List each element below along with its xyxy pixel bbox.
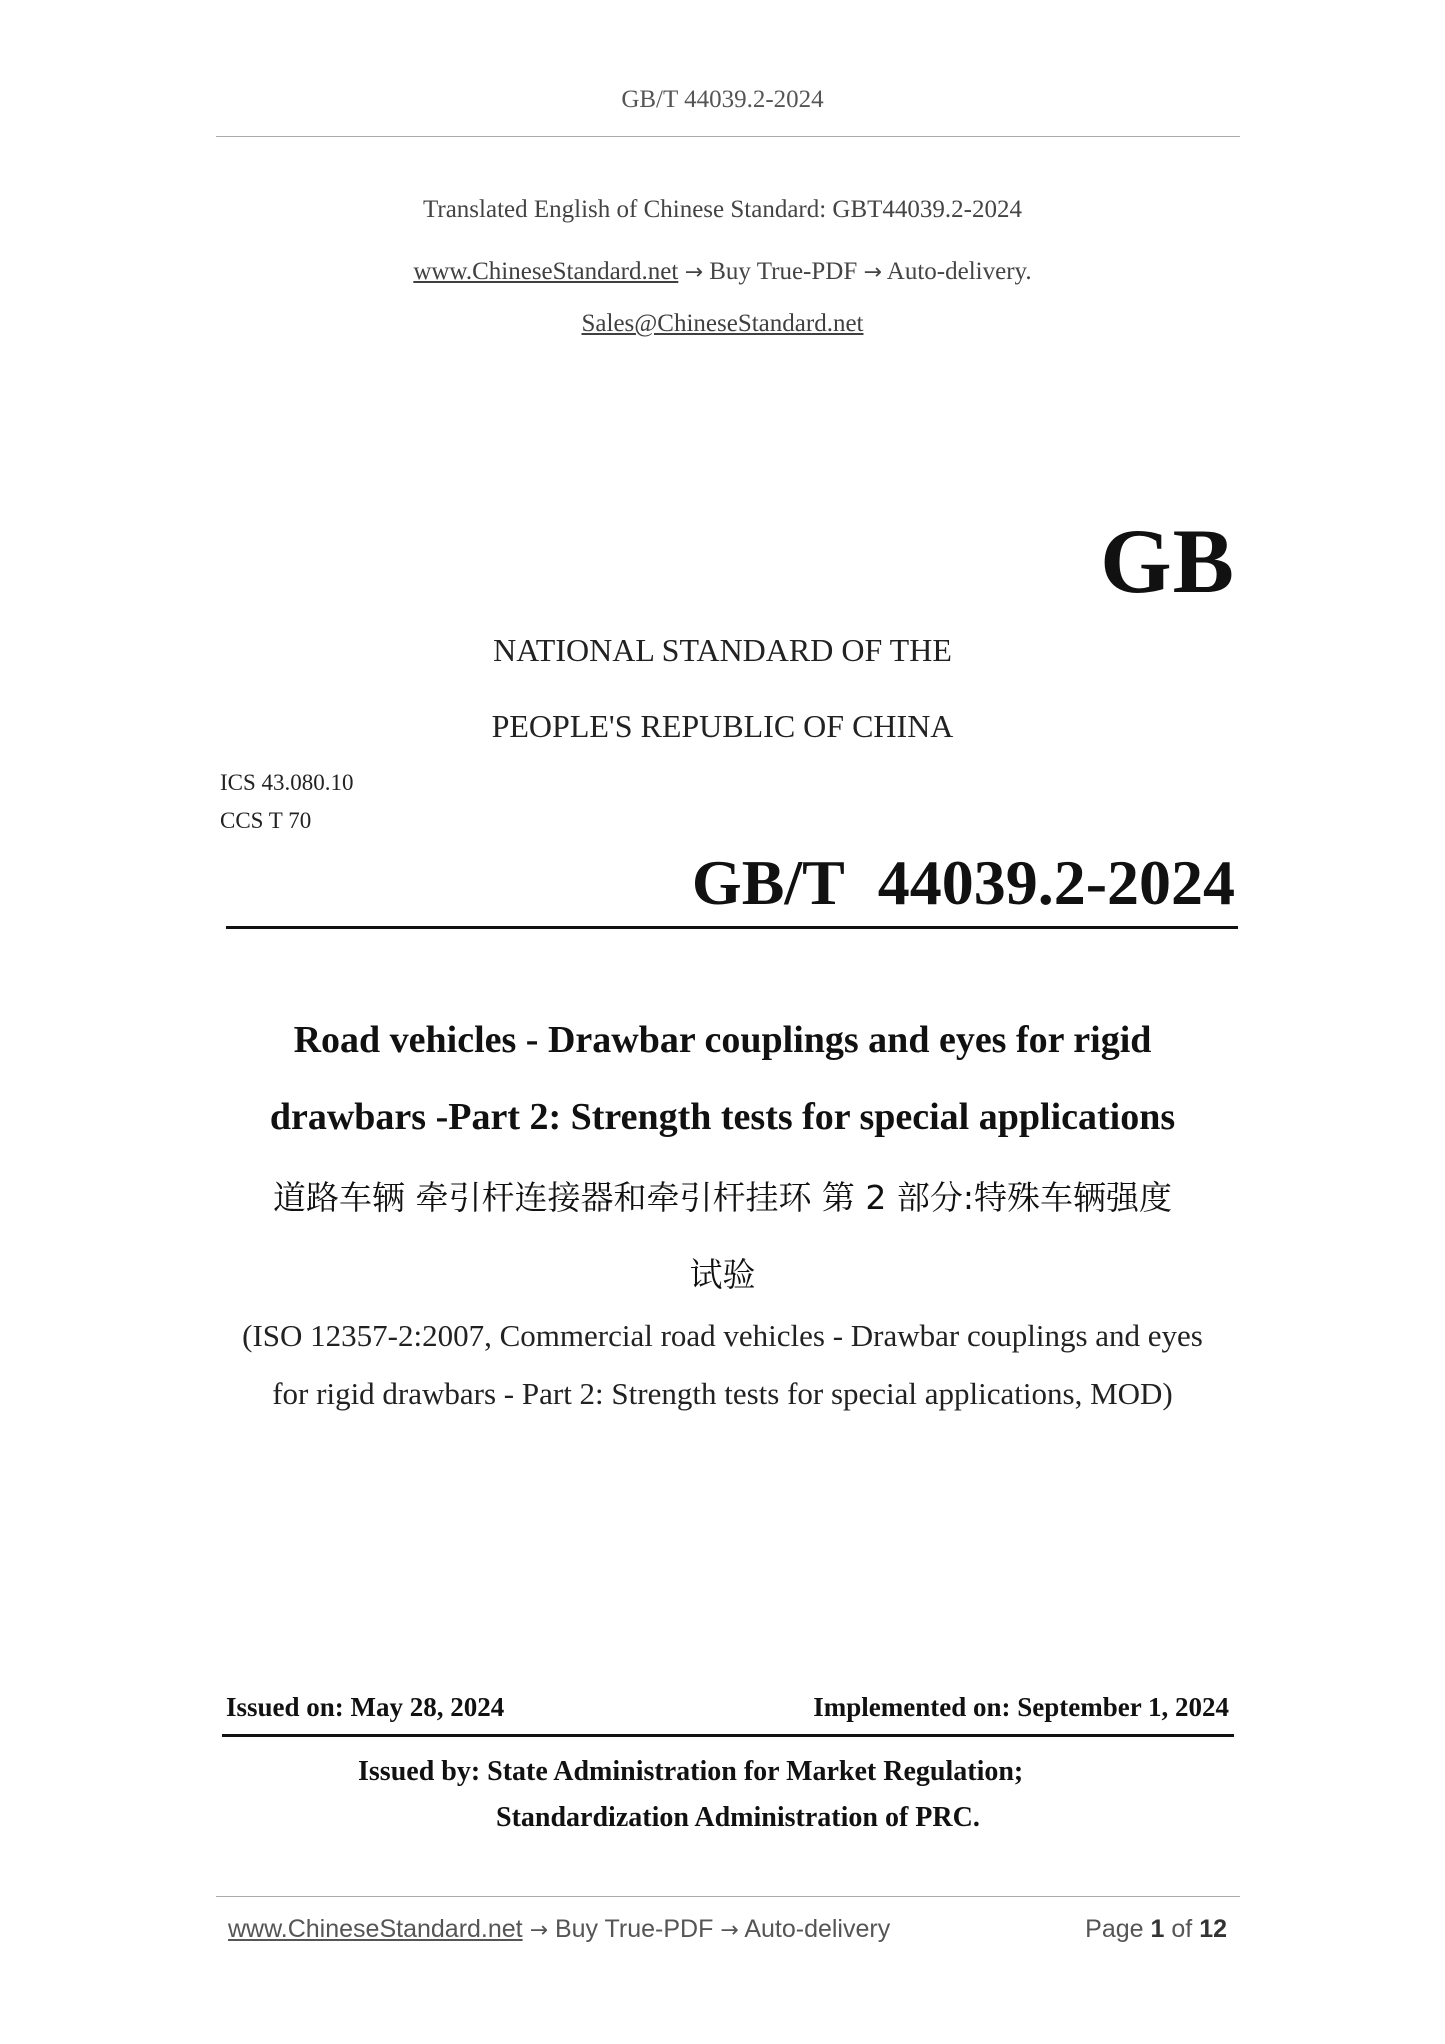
issued-by-line1: Issued by: State Administration for Market Regulation; [358, 1756, 1024, 1787]
issued-by-line2: Standardization Administration of PRC. [496, 1802, 980, 1833]
site-link[interactable]: www.ChineseStandard.net [413, 258, 679, 285]
footer-buy-pdf-text: Buy True-PDF [554, 1915, 714, 1943]
footer-auto-delivery-text: Auto-delivery [744, 1915, 891, 1943]
page-current: 1 [1150, 1915, 1165, 1943]
arrow-right-icon: → [863, 260, 882, 285]
sales-line [0, 310, 1445, 338]
standard-number: GB/T 44039.2-2024 [691, 847, 1235, 918]
implemented-on-date: Implemented on: September 1, 2024 [813, 1692, 1229, 1722]
title-english-line2: drawbars -Part 2: Strength tests for special applications [269, 1096, 1176, 1138]
page-total: 12 [1199, 1915, 1227, 1943]
sales-email-link[interactable]: Sales@ChineseStandard.net [581, 310, 864, 337]
page-number [1085, 1915, 1227, 1944]
national-standard-line2: PEOPLE'S REPUBLIC OF CHINA [491, 708, 954, 744]
arrow-right-icon: → [529, 1918, 549, 1943]
running-header: GB/T 44039.2-2024 [621, 86, 824, 113]
ics-code: ICS 43.080.10 [220, 770, 354, 795]
page-label: Page [1085, 1915, 1144, 1943]
title-english-line1: Road vehicles - Drawbar couplings and eyes for rigid [293, 1019, 1152, 1061]
title-chinese-line2: 试验 [689, 1255, 756, 1294]
promo-line [0, 258, 1445, 286]
footer-divider [216, 1896, 1240, 1897]
gb-mark: GB [1100, 510, 1235, 612]
header-divider [216, 136, 1240, 137]
iso-reference-line2: for rigid drawbars - Part 2: Strength tests for special applications, MOD) [272, 1376, 1173, 1411]
footer-promo [228, 1915, 890, 1944]
title-chinese-line1: 道路车辆 牵引杆连接器和牵引杆挂环 第 2 部分:特殊车辆强度 [272, 1178, 1173, 1217]
auto-delivery-text: Auto-delivery. [886, 258, 1032, 285]
translated-note: Translated English of Chinese Standard: GBT44039.2-2024 [422, 196, 1023, 223]
national-standard-line1: NATIONAL STANDARD OF THE [493, 632, 952, 668]
iso-reference-line1: (ISO 12357-2:2007, Commercial road vehicles - Drawbar couplings and eyes [242, 1318, 1203, 1353]
arrow-right-icon: → [684, 260, 703, 285]
buy-pdf-text: Buy True-PDF [709, 258, 858, 285]
page-of: of [1171, 1915, 1193, 1943]
standard-number-divider [226, 926, 1238, 929]
issue-dates-divider [222, 1734, 1234, 1737]
issued-on-date: Issued on: May 28, 2024 [226, 1692, 505, 1722]
ccs-code: CCS T 70 [220, 808, 312, 833]
footer-site-link[interactable]: www.ChineseStandard.net [228, 1915, 523, 1943]
arrow-right-icon: → [720, 1918, 739, 1943]
